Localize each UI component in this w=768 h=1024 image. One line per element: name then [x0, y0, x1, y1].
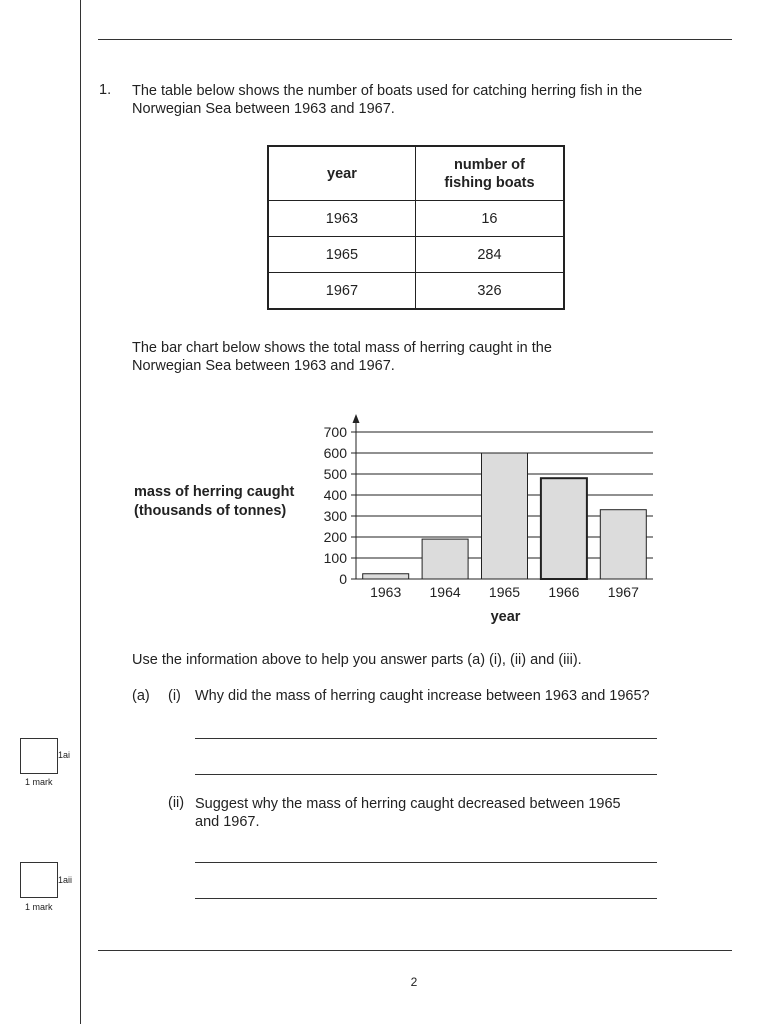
chart-y-axis-arrow — [353, 414, 360, 423]
table-cell-boats: 284 — [415, 237, 564, 273]
table-header-boats — [415, 146, 564, 201]
part-a-ii-label: (ii) — [168, 795, 185, 811]
chart-bar — [600, 510, 646, 579]
chart-y-tick-label: 700 — [323, 424, 347, 440]
chart-intro: The bar chart below shows the total mass of herring caught in the Norwegian Sea between 1963 and 1967. — [132, 340, 552, 374]
table-header-row — [268, 146, 564, 201]
part-a-ii-question: Suggest why the mass of herring caught decreased between 1965 and 1967. — [195, 796, 621, 830]
question-number: 1. — [99, 82, 112, 98]
chart-y-tick-label: 600 — [323, 445, 347, 461]
chart-x-tick-label: 1965 — [488, 584, 521, 600]
table-cell-year: 1963 — [268, 201, 415, 237]
table-cell-boats: 326 — [415, 273, 564, 310]
page-number: 2 — [410, 975, 418, 989]
mark-label-1ai: 1 mark — [25, 777, 53, 787]
mark-label-1aii: 1 mark — [25, 902, 53, 912]
chart-y-axis-label — [134, 483, 294, 521]
table-cell-year: 1967 — [268, 273, 415, 310]
chart-bar — [541, 478, 587, 579]
bar-chart — [300, 408, 680, 633]
table-row — [268, 273, 564, 310]
table-cell-year: 1965 — [268, 237, 415, 273]
part-a-label: (a) — [132, 688, 150, 704]
table-row — [268, 201, 564, 237]
question-intro: The table below shows the number of boats used for catching herring fish in the Norwegian Sea between 1963 and 1967. — [132, 83, 643, 117]
table-cell-boats: 16 — [415, 201, 564, 237]
chart-bar — [363, 574, 409, 579]
table-row — [268, 237, 564, 273]
chart-y-tick-label: 400 — [323, 487, 347, 503]
use-info-text: Use the information above to help you answer parts (a) (i), (ii) and (iii). — [132, 652, 582, 668]
chart-x-axis-label: year — [490, 609, 521, 625]
table-header-year: year — [268, 146, 415, 201]
chart-y-axis-label-line-2: (thousands of tonnes) — [134, 503, 287, 519]
mark-code-1ai: 1ai — [58, 750, 71, 760]
answer-line-aii-1[interactable] — [195, 862, 657, 863]
chart-x-tick-label: 1966 — [548, 584, 580, 600]
chart-y-tick-label: 300 — [323, 508, 347, 524]
part-a-i-question: Why did the mass of herring caught increase between 1963 and 1965? — [195, 688, 650, 704]
chart-y-tick-label: 200 — [323, 529, 347, 545]
chart-y-tick-label: 0 — [339, 571, 347, 587]
answer-line-ai-1[interactable] — [195, 738, 657, 739]
chart-y-tick-label: 500 — [323, 466, 347, 482]
mark-box-1aii[interactable] — [20, 862, 58, 898]
chart-bar — [422, 539, 468, 579]
boats-table — [267, 145, 565, 310]
table-header-boats-label: number of fishing boats — [444, 156, 535, 191]
answer-line-aii-2[interactable] — [195, 898, 657, 899]
answer-line-ai-2[interactable] — [195, 774, 657, 775]
chart-x-tick-label: 1963 — [370, 584, 402, 600]
chart-y-tick-label: 100 — [323, 550, 347, 566]
top-rule — [98, 39, 732, 40]
margin-line — [80, 0, 81, 1024]
chart-x-tick-label: 1964 — [429, 584, 461, 600]
mark-code-1aii: 1aii — [58, 875, 73, 885]
chart-y-axis-label-line-1: mass of herring caught — [134, 484, 295, 500]
part-a-i-label: (i) — [168, 688, 181, 704]
bottom-rule — [98, 950, 732, 951]
chart-x-tick-label: 1967 — [607, 584, 639, 600]
mark-box-1ai[interactable] — [20, 738, 58, 774]
chart-bar — [482, 453, 528, 579]
